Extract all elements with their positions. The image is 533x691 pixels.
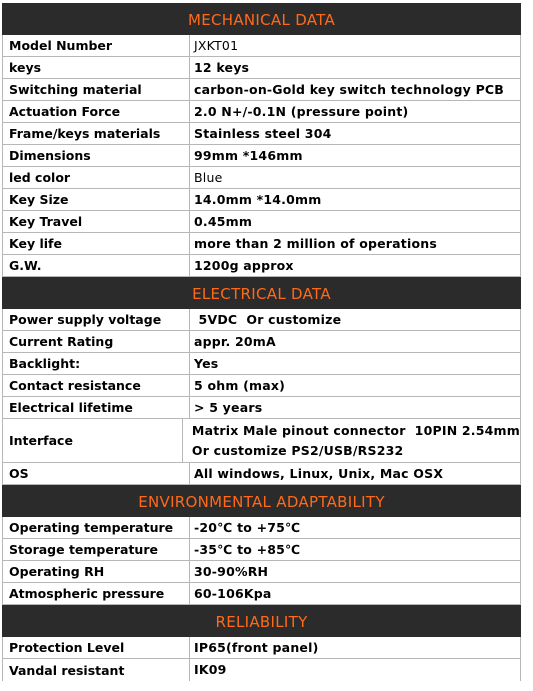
spec-row xyxy=(2,539,521,561)
spec-value-line: Blue xyxy=(194,169,223,185)
spec-value-line: 60-106Kpa xyxy=(194,585,272,601)
spec-row xyxy=(2,79,521,101)
spec-row xyxy=(2,397,521,419)
section-header: MECHANICAL DATA xyxy=(2,3,521,35)
spec-row xyxy=(2,35,521,57)
spec-row xyxy=(2,561,521,583)
spec-row xyxy=(2,255,521,277)
spec-row xyxy=(2,419,521,463)
spec-row xyxy=(2,123,521,145)
spec-value xyxy=(190,517,521,538)
spec-value-line: -20℃ to +75℃ xyxy=(194,519,301,535)
spec-value xyxy=(183,419,521,462)
spec-row xyxy=(2,517,521,539)
spec-value xyxy=(190,309,521,330)
spec-value-line: 12 keys xyxy=(194,59,250,75)
spec-row xyxy=(2,353,521,375)
spec-value xyxy=(190,659,521,681)
spec-label: Protection Level xyxy=(2,637,190,658)
spec-table xyxy=(2,3,521,681)
spec-value-line: 30-90%RH xyxy=(194,563,269,579)
spec-value-line: carbon-on-Gold key switch technology PCB xyxy=(194,81,505,97)
spec-value xyxy=(190,637,521,658)
spec-value xyxy=(190,35,521,56)
spec-value xyxy=(190,101,521,122)
spec-value-line: Yes xyxy=(194,355,219,371)
spec-row xyxy=(2,659,521,681)
spec-value xyxy=(190,211,521,232)
spec-row xyxy=(2,233,521,255)
spec-row xyxy=(2,331,521,353)
spec-value-line: more than 2 million of operations xyxy=(194,235,437,251)
spec-value xyxy=(190,79,521,100)
spec-row xyxy=(2,145,521,167)
spec-label: Key Travel xyxy=(2,211,190,232)
spec-label: OS xyxy=(2,463,190,484)
spec-label: Operating temperature xyxy=(2,517,190,538)
spec-row xyxy=(2,167,521,189)
spec-value-line: > 5 years xyxy=(194,399,263,415)
spec-row xyxy=(2,309,521,331)
spec-value xyxy=(190,57,521,78)
spec-label: G.W. xyxy=(2,255,190,276)
spec-row xyxy=(2,189,521,211)
spec-value-line: All windows, Linux, Unix, Mac OSX xyxy=(194,465,444,481)
spec-value-line: Stainless steel 304 xyxy=(194,125,332,141)
spec-label: Interface xyxy=(2,419,183,462)
spec-label: Backlight: xyxy=(2,353,190,374)
spec-label: Power supply voltage xyxy=(2,309,190,330)
spec-value-line: IP65(front panel) xyxy=(194,639,319,655)
spec-value xyxy=(190,397,521,418)
spec-label: Vandal resistant xyxy=(2,659,190,681)
spec-label: Model Number xyxy=(2,35,190,56)
spec-value-line: -35℃ to +85℃ xyxy=(194,541,301,557)
spec-value xyxy=(190,463,521,484)
spec-value xyxy=(190,255,521,276)
spec-value xyxy=(190,123,521,144)
section-header: ENVIRONMENTAL ADAPTABILITY xyxy=(2,485,521,517)
spec-value-line: Matrix Male pinout connector 10PIN 2.54mm xyxy=(187,422,520,438)
spec-value-line: 14.0mm *14.0mm xyxy=(194,191,322,207)
spec-value xyxy=(190,189,521,210)
spec-label: Contact resistance xyxy=(2,375,190,396)
spec-label: keys xyxy=(2,57,190,78)
spec-label: led color xyxy=(2,167,190,188)
spec-value-line: IK09 xyxy=(194,662,227,677)
spec-row xyxy=(2,375,521,397)
spec-value xyxy=(190,583,521,604)
spec-value xyxy=(190,561,521,582)
spec-value-line: JXKT01 xyxy=(194,37,239,53)
spec-label: Dimensions xyxy=(2,145,190,166)
section-header: RELIABILITY xyxy=(2,605,521,637)
spec-label: Key life xyxy=(2,233,190,254)
spec-value xyxy=(190,145,521,166)
spec-value-line: Or customize PS2/USB/RS232 xyxy=(187,442,404,458)
spec-label: Operating RH xyxy=(2,561,190,582)
spec-value xyxy=(190,353,521,374)
spec-value xyxy=(190,331,521,352)
spec-row xyxy=(2,463,521,485)
spec-label: Storage temperature xyxy=(2,539,190,560)
section-header: ELECTRICAL DATA xyxy=(2,277,521,309)
spec-label: Actuation Force xyxy=(2,101,190,122)
spec-row xyxy=(2,583,521,605)
spec-value xyxy=(190,167,521,188)
spec-label: Key Size xyxy=(2,189,190,210)
spec-value-line: 1200g approx xyxy=(194,257,294,273)
spec-value-line: 5 ohm (max) xyxy=(194,377,286,393)
spec-label: Frame/keys materials xyxy=(2,123,190,144)
spec-value xyxy=(190,375,521,396)
spec-value-line: appr. 20mA xyxy=(194,333,276,349)
spec-row xyxy=(2,57,521,79)
spec-value-line: 5VDC Or customize xyxy=(194,311,342,327)
spec-row xyxy=(2,101,521,123)
spec-label: Switching material xyxy=(2,79,190,100)
spec-value-line: 2.0 N+/-0.1N (pressure point) xyxy=(194,103,409,119)
spec-value-line: 99mm *146mm xyxy=(194,147,303,163)
spec-label: Current Rating xyxy=(2,331,190,352)
spec-row xyxy=(2,637,521,659)
spec-value-line: 0.45mm xyxy=(194,213,253,229)
spec-value xyxy=(190,539,521,560)
spec-label: Atmospheric pressure xyxy=(2,583,190,604)
spec-label: Electrical lifetime xyxy=(2,397,190,418)
spec-row xyxy=(2,211,521,233)
spec-value xyxy=(190,233,521,254)
